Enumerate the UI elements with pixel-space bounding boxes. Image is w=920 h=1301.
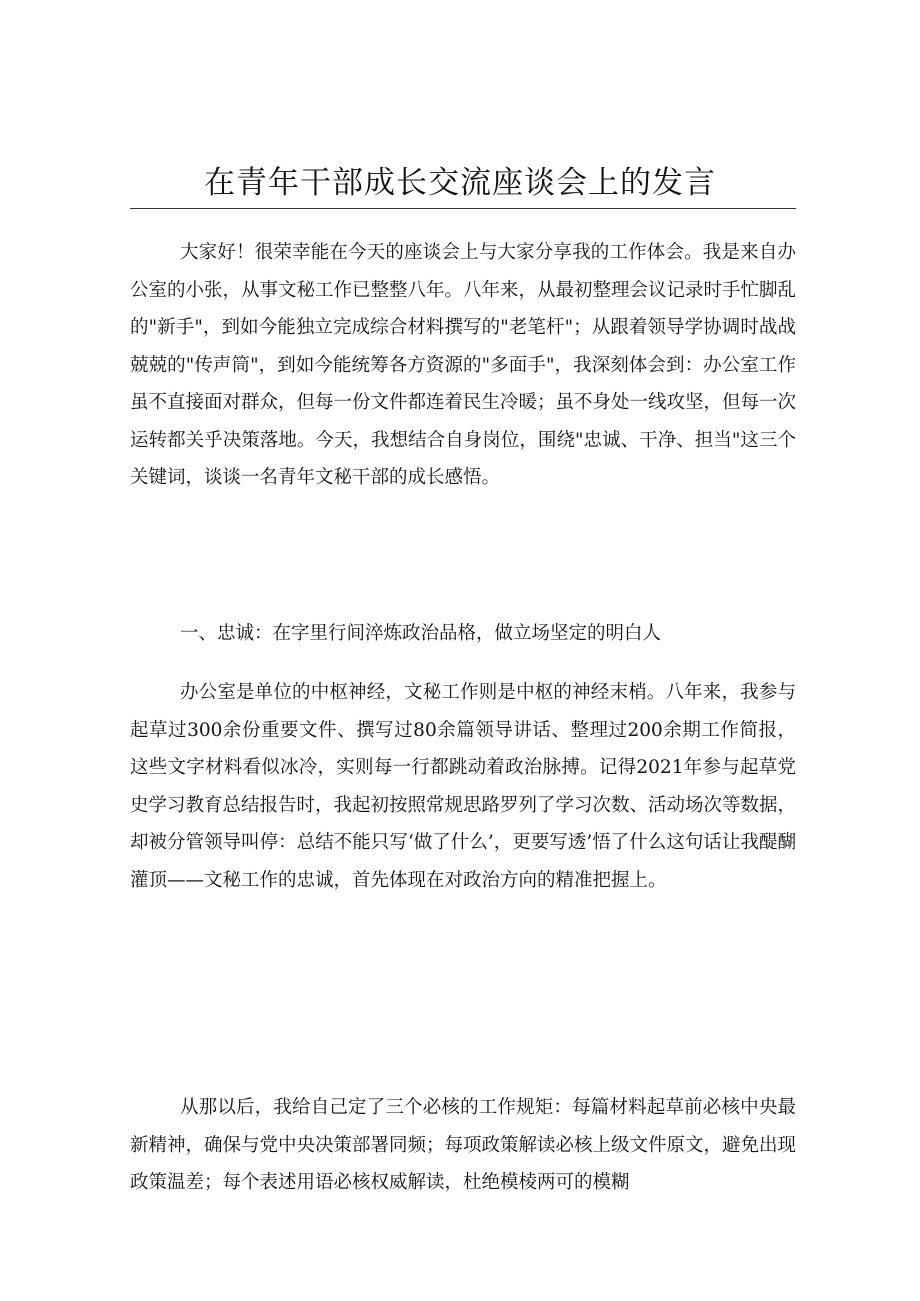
title-underline — [130, 208, 796, 209]
document-title: 在青年干部成长交流座谈会上的发言 — [204, 165, 716, 201]
paragraph-loyalty-body: 办公室是单位的中枢神经，文秘工作则是中枢的神经末梢。八年来，我参与起草过300余份重要文件、撰写过80余篇领导讲话、整理过200余期工作简报，这些文字材料看似冰冷，实则每一行都跳动着政治脉搏。记得2021年参与起草党史学习教育总结报告时，我起初按照常规思路罗列了学习次数、活动场次等数据，却被分管领导叫停：总结不能只写‘做了什么’，更要写透’悟了什么这句话让我醍醐灌顶——文秘工作的忠诚，首先体现在对政治方向的精准把握上。 — [130, 682, 797, 891]
paragraph-intro: 大家好！很荣幸能在今天的座谈会上与大家分享我的工作体会。我是来自办公室的小张，从事文秘工作已整整八年。八年来，从最初整理会议记录时手忙脚乱的"新手"，到如今能独立完成综合材料撰写的"老笔杆"；从跟着领导学协调时战战兢兢的"传声筒"，到如今能统筹各方资源的"多面手"，我深刻体会到：办公室工作虽不直接面对群众，但每一份文件都连着民生冷暖；虽不身处一线攻坚，但每一次运转都关乎决策落地。今天，我想结合自身岗位，围绕"忠诚、干净、担当"这三个关键词，谈谈一名青年文秘干部的成长感悟。 — [130, 242, 797, 488]
paragraph-work-rules: 从那以后，我给自己定了三个必核的工作规矩：每篇材料起草前必核中央最新精神，确保与党中央决策部署同频；每项政策解读必核上级文件原文，避免出现政策温差；每个表述用语必核权威解读，杜绝模棱两可的模糊 — [130, 1097, 797, 1193]
section-heading-loyalty: 一、忠诚：在字里行间淬炼政治品格，做立场坚定的明白人 — [180, 623, 662, 644]
